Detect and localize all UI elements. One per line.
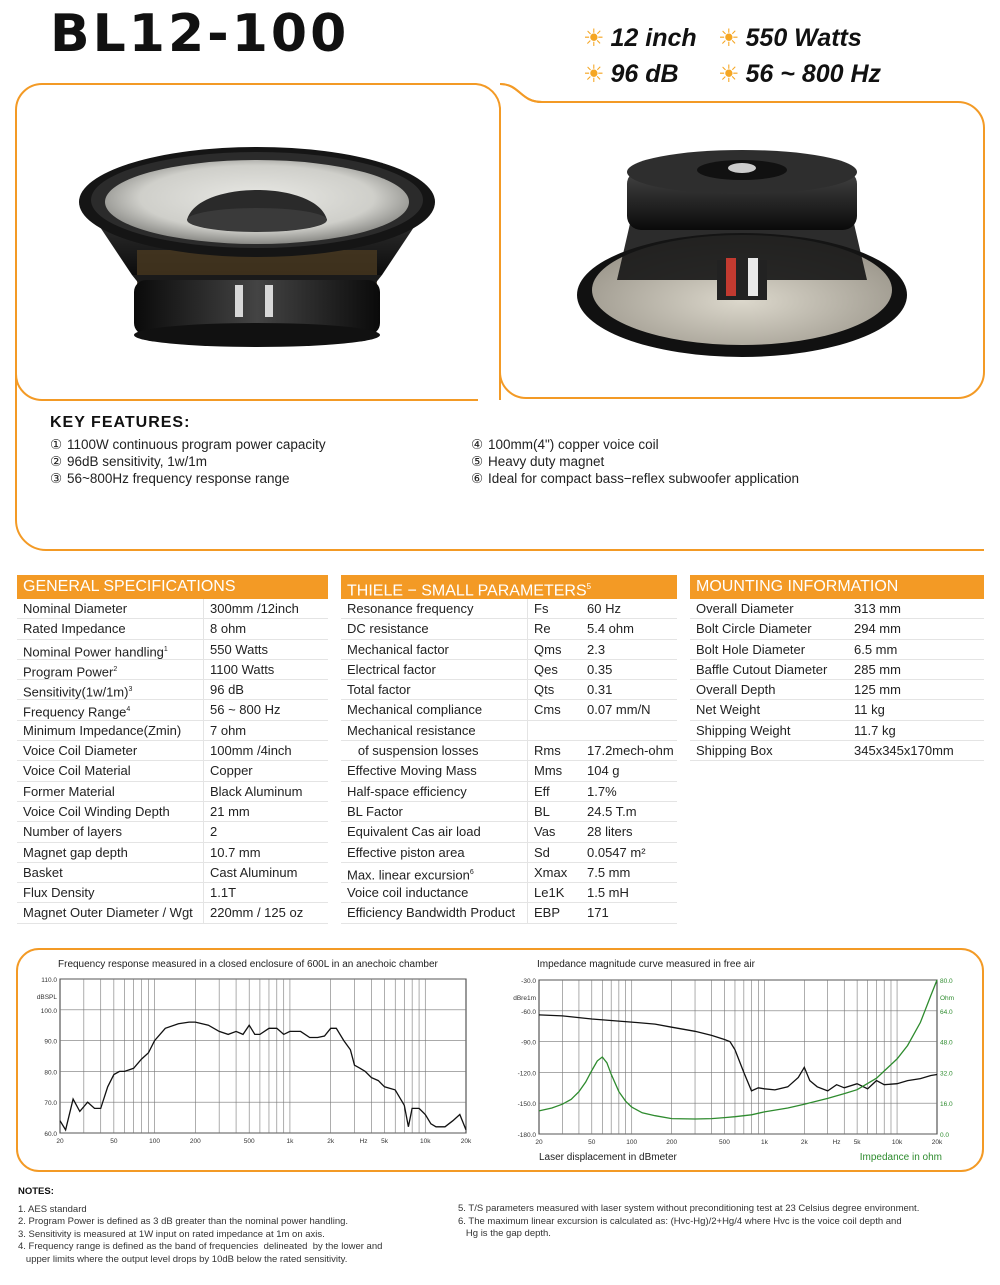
note-line: 1. AES standard	[18, 1203, 87, 1215]
highlight-size: ☀ 12 inch	[583, 24, 697, 52]
y-tick-label: -150.0	[517, 1101, 536, 1109]
spec-symbol: EBP	[527, 903, 579, 922]
spec-label: Mechanical compliance	[347, 702, 483, 718]
spec-value: 7.5 mm	[587, 864, 631, 880]
spec-label: Minimum Impedance(Zmin)	[23, 722, 182, 738]
sun-icon: ☀	[583, 25, 605, 52]
feature-item: ② 96dB sensitivity, 1w/1m	[50, 454, 208, 469]
spec-row	[690, 700, 984, 720]
spec-row	[341, 761, 677, 781]
notes-right	[458, 1203, 919, 1241]
spec-label: Magnet gap depth	[23, 844, 128, 860]
spec-value: 550 Watts	[203, 640, 268, 659]
impedance-chart	[505, 970, 970, 1165]
spec-value: 100mm /4inch	[203, 741, 292, 760]
y2-tick-label: 64.0	[940, 1008, 953, 1016]
spec-row	[17, 619, 328, 639]
spec-row	[341, 741, 677, 761]
spec-row	[690, 599, 984, 619]
spec-row	[17, 700, 328, 720]
spec-label: Program Power$^2$	[23, 664, 118, 680]
spec-label: $Sensitivity(1w/1m)^3$	[23, 684, 133, 700]
y-tick-label: -120.0	[517, 1070, 536, 1078]
spec-symbol: Xmax	[527, 863, 579, 882]
spec-value: 1.1T	[203, 883, 236, 902]
x-tick-label: 10k	[891, 1139, 903, 1146]
spec-row	[341, 700, 677, 720]
spec-row	[17, 721, 328, 741]
mounting-information-table	[690, 575, 984, 761]
spec-symbol: Cms	[527, 700, 579, 719]
spec-row	[341, 619, 677, 639]
spec-value: 300mm /12inch	[203, 599, 299, 618]
spec-label: Overall Depth	[696, 682, 776, 698]
spec-row	[17, 843, 328, 863]
footnote-ref: 2	[113, 665, 118, 673]
footnote-ref: 6	[469, 868, 474, 876]
spec-row	[17, 863, 328, 883]
note-line: Hg is the gap depth.	[458, 1228, 551, 1239]
model-title: BL12-100	[50, 4, 350, 64]
spec-row	[17, 761, 328, 781]
feature-item: ⑥ Ideal for compact bass−reflex subwoofer application	[471, 471, 800, 486]
x-tick-label: 50	[588, 1139, 596, 1146]
spec-symbol: BL	[527, 802, 579, 821]
spec-row	[690, 741, 984, 761]
spec-row	[690, 721, 984, 741]
x-tick-label: Hz	[832, 1139, 841, 1146]
x-tick-label: 2k	[327, 1138, 335, 1145]
spec-row	[341, 660, 677, 680]
spec-value: 6.5 mm	[854, 641, 898, 657]
notes-title: NOTES:	[18, 1186, 54, 1197]
spec-value: 21 mm	[203, 802, 250, 821]
y-axis-label: dBSPL	[36, 994, 57, 1001]
spec-value: Copper	[203, 761, 253, 780]
spec-value: 24.5 T.m	[587, 803, 637, 819]
spec-row	[17, 782, 328, 802]
x-tick-label: 500	[243, 1138, 255, 1145]
notes-left	[18, 1186, 382, 1266]
spec-row	[341, 883, 677, 903]
frequency-response-chart	[30, 970, 480, 1150]
spec-label: Voice Coil Material	[23, 763, 131, 779]
spec-label: Bolt Hole Diameter	[696, 641, 806, 657]
y-tick-label: -90.0	[521, 1039, 536, 1047]
y2-tick-label: 48.0	[940, 1039, 953, 1047]
spec-row	[341, 843, 677, 863]
spec-label: Voice Coil Diameter	[23, 743, 138, 759]
legend-impedance: Impedance in ohm	[859, 1152, 942, 1163]
key-features-right	[471, 436, 799, 487]
spec-row	[341, 903, 677, 923]
spec-row	[341, 680, 677, 700]
spec-value: 17.2mech-ohm	[587, 743, 674, 759]
feature-item: ⑤ Heavy duty magnet	[471, 454, 605, 469]
x-tick-label: 1k	[286, 1138, 294, 1145]
mounting-information-title: MOUNTING INFORMATION	[690, 575, 984, 599]
y-tick-label: 60.0	[44, 1131, 57, 1138]
x-tick-label: 200	[189, 1138, 201, 1145]
spec-label: Nominal Power handling$^1$	[23, 643, 168, 659]
spec-value: 1100 Watts	[203, 660, 274, 679]
y-tick-label: 70.0	[44, 1100, 57, 1108]
x-tick-label: Hz	[359, 1138, 368, 1145]
spec-symbol: Fs	[527, 599, 579, 618]
spec-label: Mechanical resistance	[347, 722, 476, 738]
spec-value: 171	[587, 905, 609, 921]
spec-value: Black Aluminum	[203, 782, 302, 801]
x-tick-label: 20k	[931, 1139, 943, 1146]
spec-row	[341, 822, 677, 842]
x-tick-label: 5k	[381, 1138, 388, 1145]
spec-label: Resonance frequency	[347, 601, 474, 616]
spec-label: Overall Diameter	[696, 601, 794, 616]
spec-label: Net Weight	[696, 702, 761, 718]
spec-label: Voice coil inductance	[347, 885, 469, 901]
spec-label: Effective piston area	[347, 844, 465, 860]
spec-row	[341, 599, 677, 619]
spec-value: 11.7 kg	[854, 722, 896, 738]
spec-row	[17, 599, 328, 619]
spec-value	[579, 721, 677, 740]
spec-symbol: Mms	[527, 761, 579, 780]
spec-row	[690, 680, 984, 700]
highlight-power: ☀ 550 Watts	[718, 24, 862, 52]
y-tick-label: 90.0	[44, 1038, 57, 1046]
general-specifications-title: GENERAL SPECIFICATIONS	[17, 575, 328, 599]
feature-item: ① 1100W continuous program power capacity	[50, 437, 326, 452]
spec-value: 294 mm	[854, 621, 901, 637]
spec-label: Equivalent Cas air load	[347, 824, 481, 840]
spec-label: Flux Density	[23, 885, 95, 901]
spec-value: 0.35	[587, 661, 613, 677]
spec-label: Efficiency Bandwidth Product	[347, 905, 516, 921]
spec-label: Electrical factor	[347, 661, 436, 677]
x-tick-label: 5k	[853, 1139, 861, 1146]
spec-label: Mechanical factor	[347, 641, 449, 657]
footnote-ref: 3	[128, 686, 133, 694]
x-tick-label: 100	[149, 1138, 161, 1145]
x-tick-label: 10k	[420, 1138, 431, 1145]
y-tick-label: -30.0	[521, 978, 536, 985]
spec-row	[17, 822, 328, 842]
x-tick-label: 2k	[800, 1139, 808, 1146]
x-tick-label: 50	[110, 1138, 118, 1145]
spec-value: 96 dB	[203, 680, 244, 699]
spec-value: 220mm / 125 oz	[203, 903, 303, 922]
note-line: 2. Program Power is defined as 3 dB greater than the nominal power handling.	[18, 1216, 349, 1227]
y-axis-label: dBre1m	[513, 995, 536, 1002]
spec-row	[17, 903, 328, 923]
spec-value: 60 Hz	[587, 601, 621, 616]
spec-label: Total factor	[347, 682, 411, 698]
spec-row	[341, 802, 677, 822]
spec-label: Nominal Diameter	[23, 601, 128, 616]
spec-value: 1.5 mH	[587, 885, 629, 901]
spec-symbol: Vas	[527, 822, 579, 841]
note-line: 3. Sensitivity is measured at 1W input on rated impedance at 1m on axis.	[18, 1228, 325, 1240]
sun-icon: ☀	[583, 61, 605, 88]
feature-item: ③ 56~800Hz frequency response range	[50, 471, 290, 486]
spec-value: 1.7%	[587, 783, 617, 799]
spec-value: 0.31	[587, 682, 613, 698]
key-features-title: KEY FEATURES:	[50, 414, 191, 431]
spec-label: Former Material	[23, 783, 115, 799]
thiele-small-table	[341, 575, 677, 924]
spec-value: 28 liters	[587, 824, 633, 840]
sun-icon: ☀	[718, 61, 740, 88]
y-tick-label: 100.0	[40, 1007, 57, 1015]
y2-tick-label: 16.0	[940, 1101, 953, 1109]
spec-row	[17, 640, 328, 660]
spec-label: Bolt Circle Diameter	[696, 621, 812, 637]
spec-row	[17, 680, 328, 700]
spec-label: Frequency Range$^4$	[23, 704, 131, 720]
note-line: 4. Frequency range is defined as the band of frequencies delineated by the lower and	[18, 1241, 383, 1252]
spec-row	[341, 721, 677, 741]
speaker-front-photo	[72, 140, 442, 355]
spec-label: Effective Moving Mass	[347, 763, 477, 779]
spec-value: 104 g	[587, 763, 620, 779]
speaker-back-photo	[572, 140, 912, 370]
x-tick-label: 200	[666, 1139, 678, 1146]
spec-value: 0.07 mm/N	[587, 702, 651, 718]
note-line: 6. The maximum linear excursion is calculated as: (Hvc-Hg)/2+Hg/4 where Hvc is the voice coil depth and	[458, 1215, 902, 1227]
spec-symbol: Qts	[527, 680, 579, 699]
spec-label: Shipping Box	[696, 743, 773, 759]
key-features-left	[50, 436, 326, 487]
y-tick-label: -60.0	[521, 1008, 536, 1016]
spec-value: 285 mm	[854, 661, 901, 677]
spec-value: 5.4 ohm	[587, 621, 634, 637]
spec-value: 125 mm	[854, 682, 901, 698]
spec-label: Baffle Cutout Diameter	[696, 661, 828, 677]
x-tick-label: 1k	[760, 1139, 768, 1146]
spec-row	[17, 660, 328, 680]
frequency-chart-title: Frequency response measured in a closed enclosure of 600L in an anechoic chamber	[58, 959, 438, 970]
spec-symbol: Qes	[527, 660, 579, 679]
sun-icon: ☀	[718, 25, 740, 52]
spec-symbol: Sd	[527, 843, 579, 862]
spec-row	[17, 741, 328, 761]
spec-label: of suspension losses	[347, 743, 479, 759]
feature-item: ④ 100mm(4") copper voice coil	[471, 437, 659, 452]
spec-value: 0.0547 m²	[587, 844, 646, 860]
y2-tick-label: 80.0	[940, 978, 953, 985]
spec-label: Max. linear excursion$^6$	[347, 867, 474, 883]
x-tick-label: 20k	[460, 1138, 472, 1145]
spec-label: BL Factor	[347, 803, 403, 819]
spec-label: Voice Coil Winding Depth	[23, 803, 170, 819]
impedance-chart-title: Impedance magnitude curve measured in free air	[537, 959, 755, 970]
general-specifications-table	[17, 575, 328, 924]
spec-symbol: Qms	[527, 640, 579, 659]
spec-value: 56 ~ 800 Hz	[203, 700, 280, 719]
spec-label: Number of layers	[23, 824, 122, 840]
y2-tick-label: 0.0	[940, 1132, 950, 1139]
thiele-small-title: THIELE − SMALL PARAMETERS$^5$	[341, 575, 677, 599]
spec-row	[17, 883, 328, 903]
spec-value: 2.3	[587, 641, 606, 657]
y-tick-label: 110.0	[41, 977, 57, 984]
y-tick-label: -180.0	[517, 1132, 536, 1139]
spec-value: 8 ohm	[203, 619, 246, 638]
spec-label: Half-space efficiency	[347, 783, 467, 799]
spec-row	[690, 660, 984, 680]
spec-label: Rated Impedance	[23, 621, 126, 637]
note-line: upper limits where the output level drops by 10dB below the rated sensitivity.	[18, 1253, 348, 1265]
y2-axis-label: Ohm	[940, 995, 955, 1002]
highlight-frequency: ☀ 56 ~ 800 Hz	[718, 60, 882, 88]
spec-row	[17, 802, 328, 822]
spec-value: 10.7 mm	[203, 843, 261, 862]
x-tick-label: 20	[56, 1138, 64, 1145]
spec-row	[690, 619, 984, 639]
spec-value: 313 mm	[854, 601, 901, 616]
spec-symbol: Le1K	[527, 883, 579, 902]
spec-label: Magnet Outer Diameter / Wgt	[23, 905, 193, 921]
spec-row	[341, 782, 677, 802]
spec-symbol	[527, 721, 579, 740]
spec-row	[690, 640, 984, 660]
y2-tick-label: 32.0	[940, 1070, 953, 1078]
note-line: 5. T/S parameters measured with laser system without preconditioning test at 23 Celsius degree environment.	[458, 1203, 920, 1214]
spec-value: 345x345x170mm	[854, 743, 954, 759]
spec-value: 11 kg	[854, 702, 885, 718]
x-tick-label: 20	[535, 1139, 543, 1146]
spec-symbol: Eff	[527, 782, 579, 801]
spec-value: 2	[203, 822, 217, 841]
spec-label: Shipping Weight	[696, 722, 791, 738]
spec-label: DC resistance	[347, 621, 429, 637]
spec-row	[341, 863, 677, 883]
spec-value: 7 ohm	[203, 721, 246, 740]
footnote-ref: 1	[163, 645, 168, 653]
footnote-ref: 4	[126, 706, 131, 714]
highlight-sensitivity: ☀ 96 dB	[583, 60, 679, 88]
y-tick-label: 80.0	[44, 1069, 57, 1077]
spec-row	[341, 640, 677, 660]
spec-symbol: Rms	[527, 741, 579, 760]
x-axis-label: Laser displacement in dBmeter	[539, 1152, 677, 1163]
spec-value: Cast Aluminum	[203, 863, 297, 882]
spec-label: Basket	[23, 864, 63, 880]
spec-symbol: Re	[527, 619, 579, 638]
x-tick-label: 500	[719, 1139, 730, 1146]
x-tick-label: 100	[626, 1139, 638, 1146]
